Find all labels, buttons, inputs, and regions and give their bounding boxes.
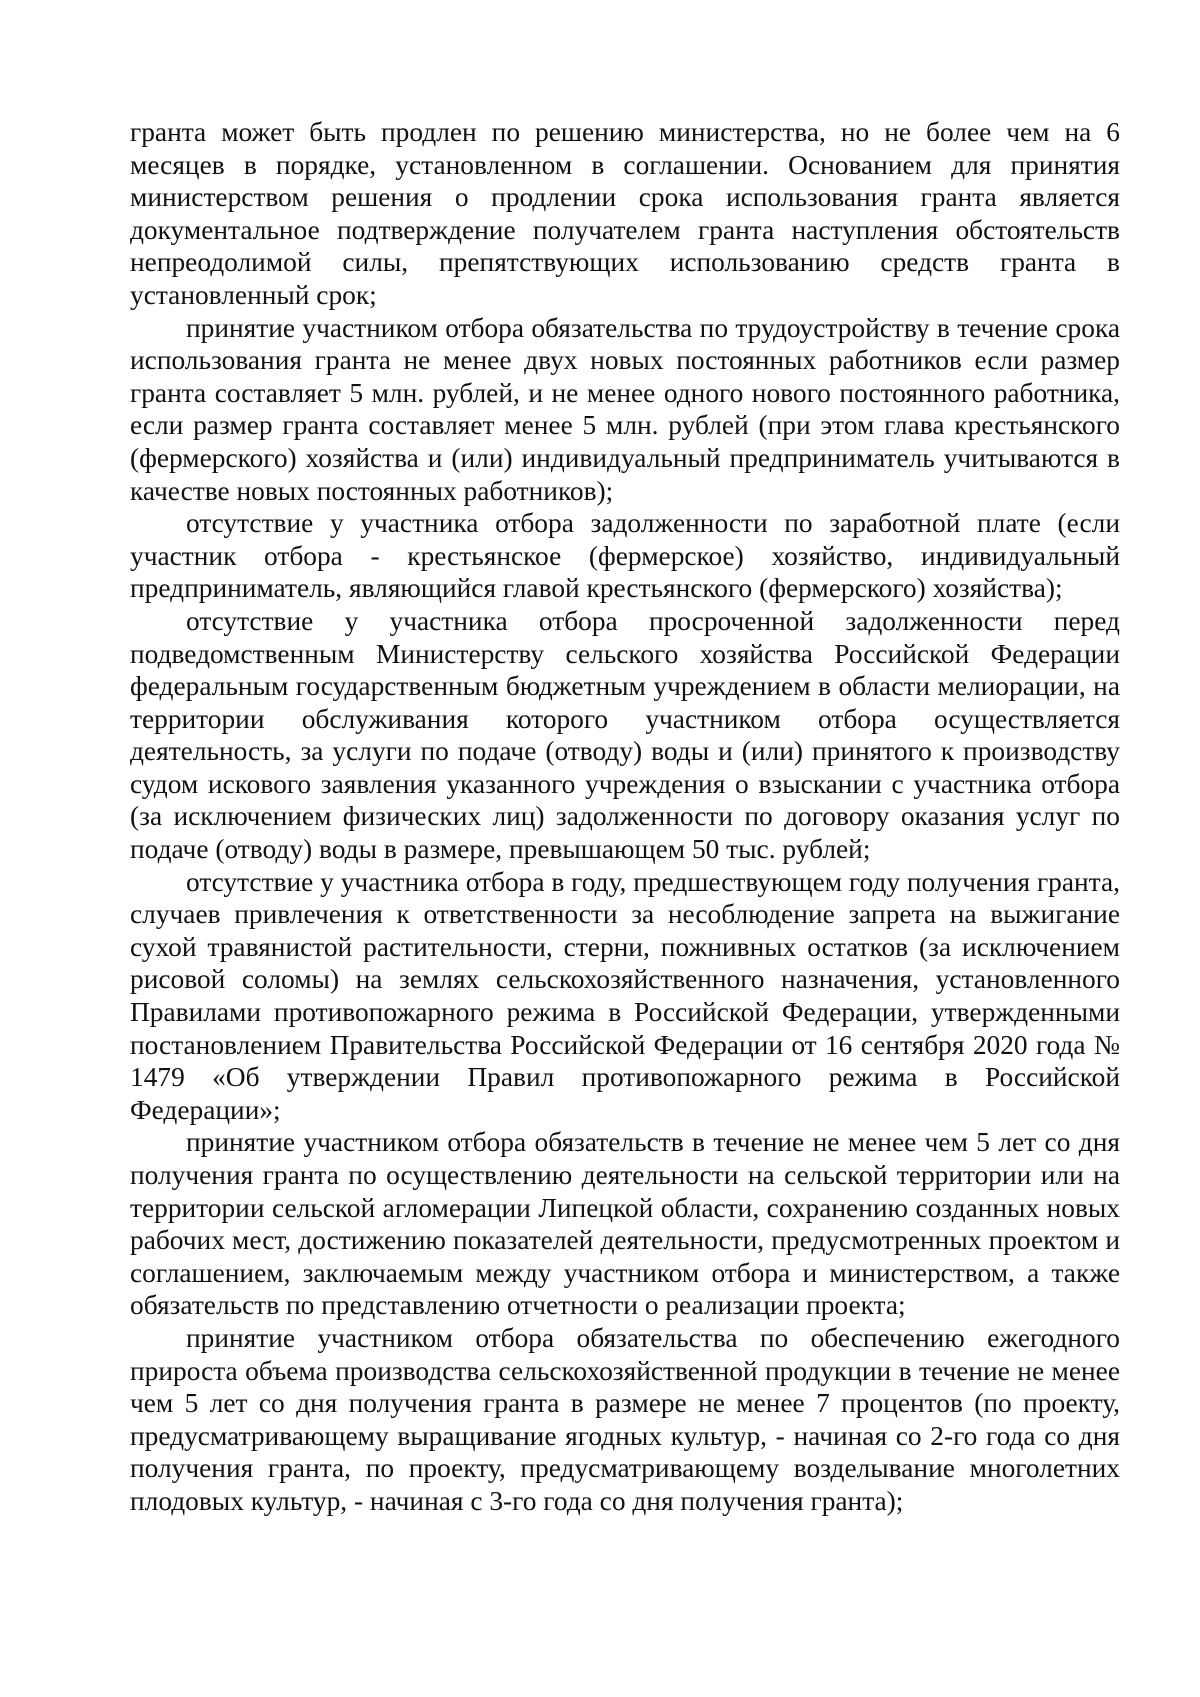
- paragraph-production-growth: принятие участником отбора обязательства по обеспечению ежегодного прироста объема производства сельскохозяйственной продукции в течение не менее чем 5 лет со дня получения гранта в размере не менее 7 процентов (по проекту, предусматривающему выращивание ягодных культур, - начиная со 2-го года со дня получения гранта, по проекту, предусматривающему возделывание многолетних плодовых культур, - начиная с 3-го года со дня получения гранта);: [130, 1322, 1120, 1516]
- paragraph-five-year-obligations: принятие участником отбора обязательств в течение не менее чем 5 лет со дня получения гранта по осуществлению деятельности на сельской территории или на территории сельской агломерации Липецкой области, сохранению созданных новых рабочих мест, достижению показателей деятельности, предусмотренных проектом и соглашением, заключаемым между участником отбора и министерством, а также обязательств по представлению отчетности о реализации проекта;: [130, 1127, 1120, 1321]
- paragraph-no-fire-violations: отсутствие у участника отбора в году, предшествующем году получения гранта, случаев привлечения к ответственности за несоблюдение запрета на выжигание сухой травянистой растительности, стерни, пожнивных остатков (за исключением рисовой соломы) на землях сельскохозяйственного назначения, установленного Правилами противопожарного режима в Российской Федерации, утвержденными постановлением Правительства Российской Федерации от 16 сентября 2020 года № 1479 «Об утверждении Правил противопожарного режима в Российской Федерации»;: [130, 866, 1120, 1125]
- document-body: [130, 116, 1120, 1518]
- paragraph-no-wage-debt: отсутствие у участника отбора задолженности по заработной плате (если участник отбора - крестьянское (фермерское) хозяйство, индивидуальный предприниматель, являющийся главой крестьянского (фермерского) хозяйства);: [130, 508, 1120, 604]
- paragraph-grant-extension: гранта может быть продлен по решению министерства, но не более чем на 6 месяцев в порядке, установленном в соглашении. Основанием для принятия министерством решения о продлении срока использования гранта является документальное подтверждение получателем гранта наступления обстоятельств непреодолимой силы, препятствующих использованию средств гранта в установленный срок;: [130, 117, 1120, 310]
- paragraph-employment-obligation: принятие участником отбора обязательства по трудоустройству в течение срока использования гранта не менее двух новых постоянных работников если размер гранта составляет 5 млн. рублей, и не менее одного нового постоянного работника, если размер гранта составляет менее 5 млн. рублей (при этом глава крестьянского (фермерского) хозяйства и (или) индивидуальный предприниматель учитываются в качестве новых постоянных работников);: [130, 312, 1120, 506]
- paragraph-no-melioration-debt: отсутствие у участника отбора просроченной задолженности перед подведомственным Министерству сельского хозяйства Российской Федерации федеральным государственным бюджетным учреждением в области мелиорации, на территории обслуживания которого участником отбора осуществляется деятельность, за услуги по подаче (отводу) воды и (или) принятого к производству судом искового заявления указанного учреждения о взыскании с участника отбора (за исключением физических лиц) задолженности по договору оказания услуг по подаче (отводу) воды в размере, превышающем 50 тыс. рублей;: [130, 605, 1120, 865]
